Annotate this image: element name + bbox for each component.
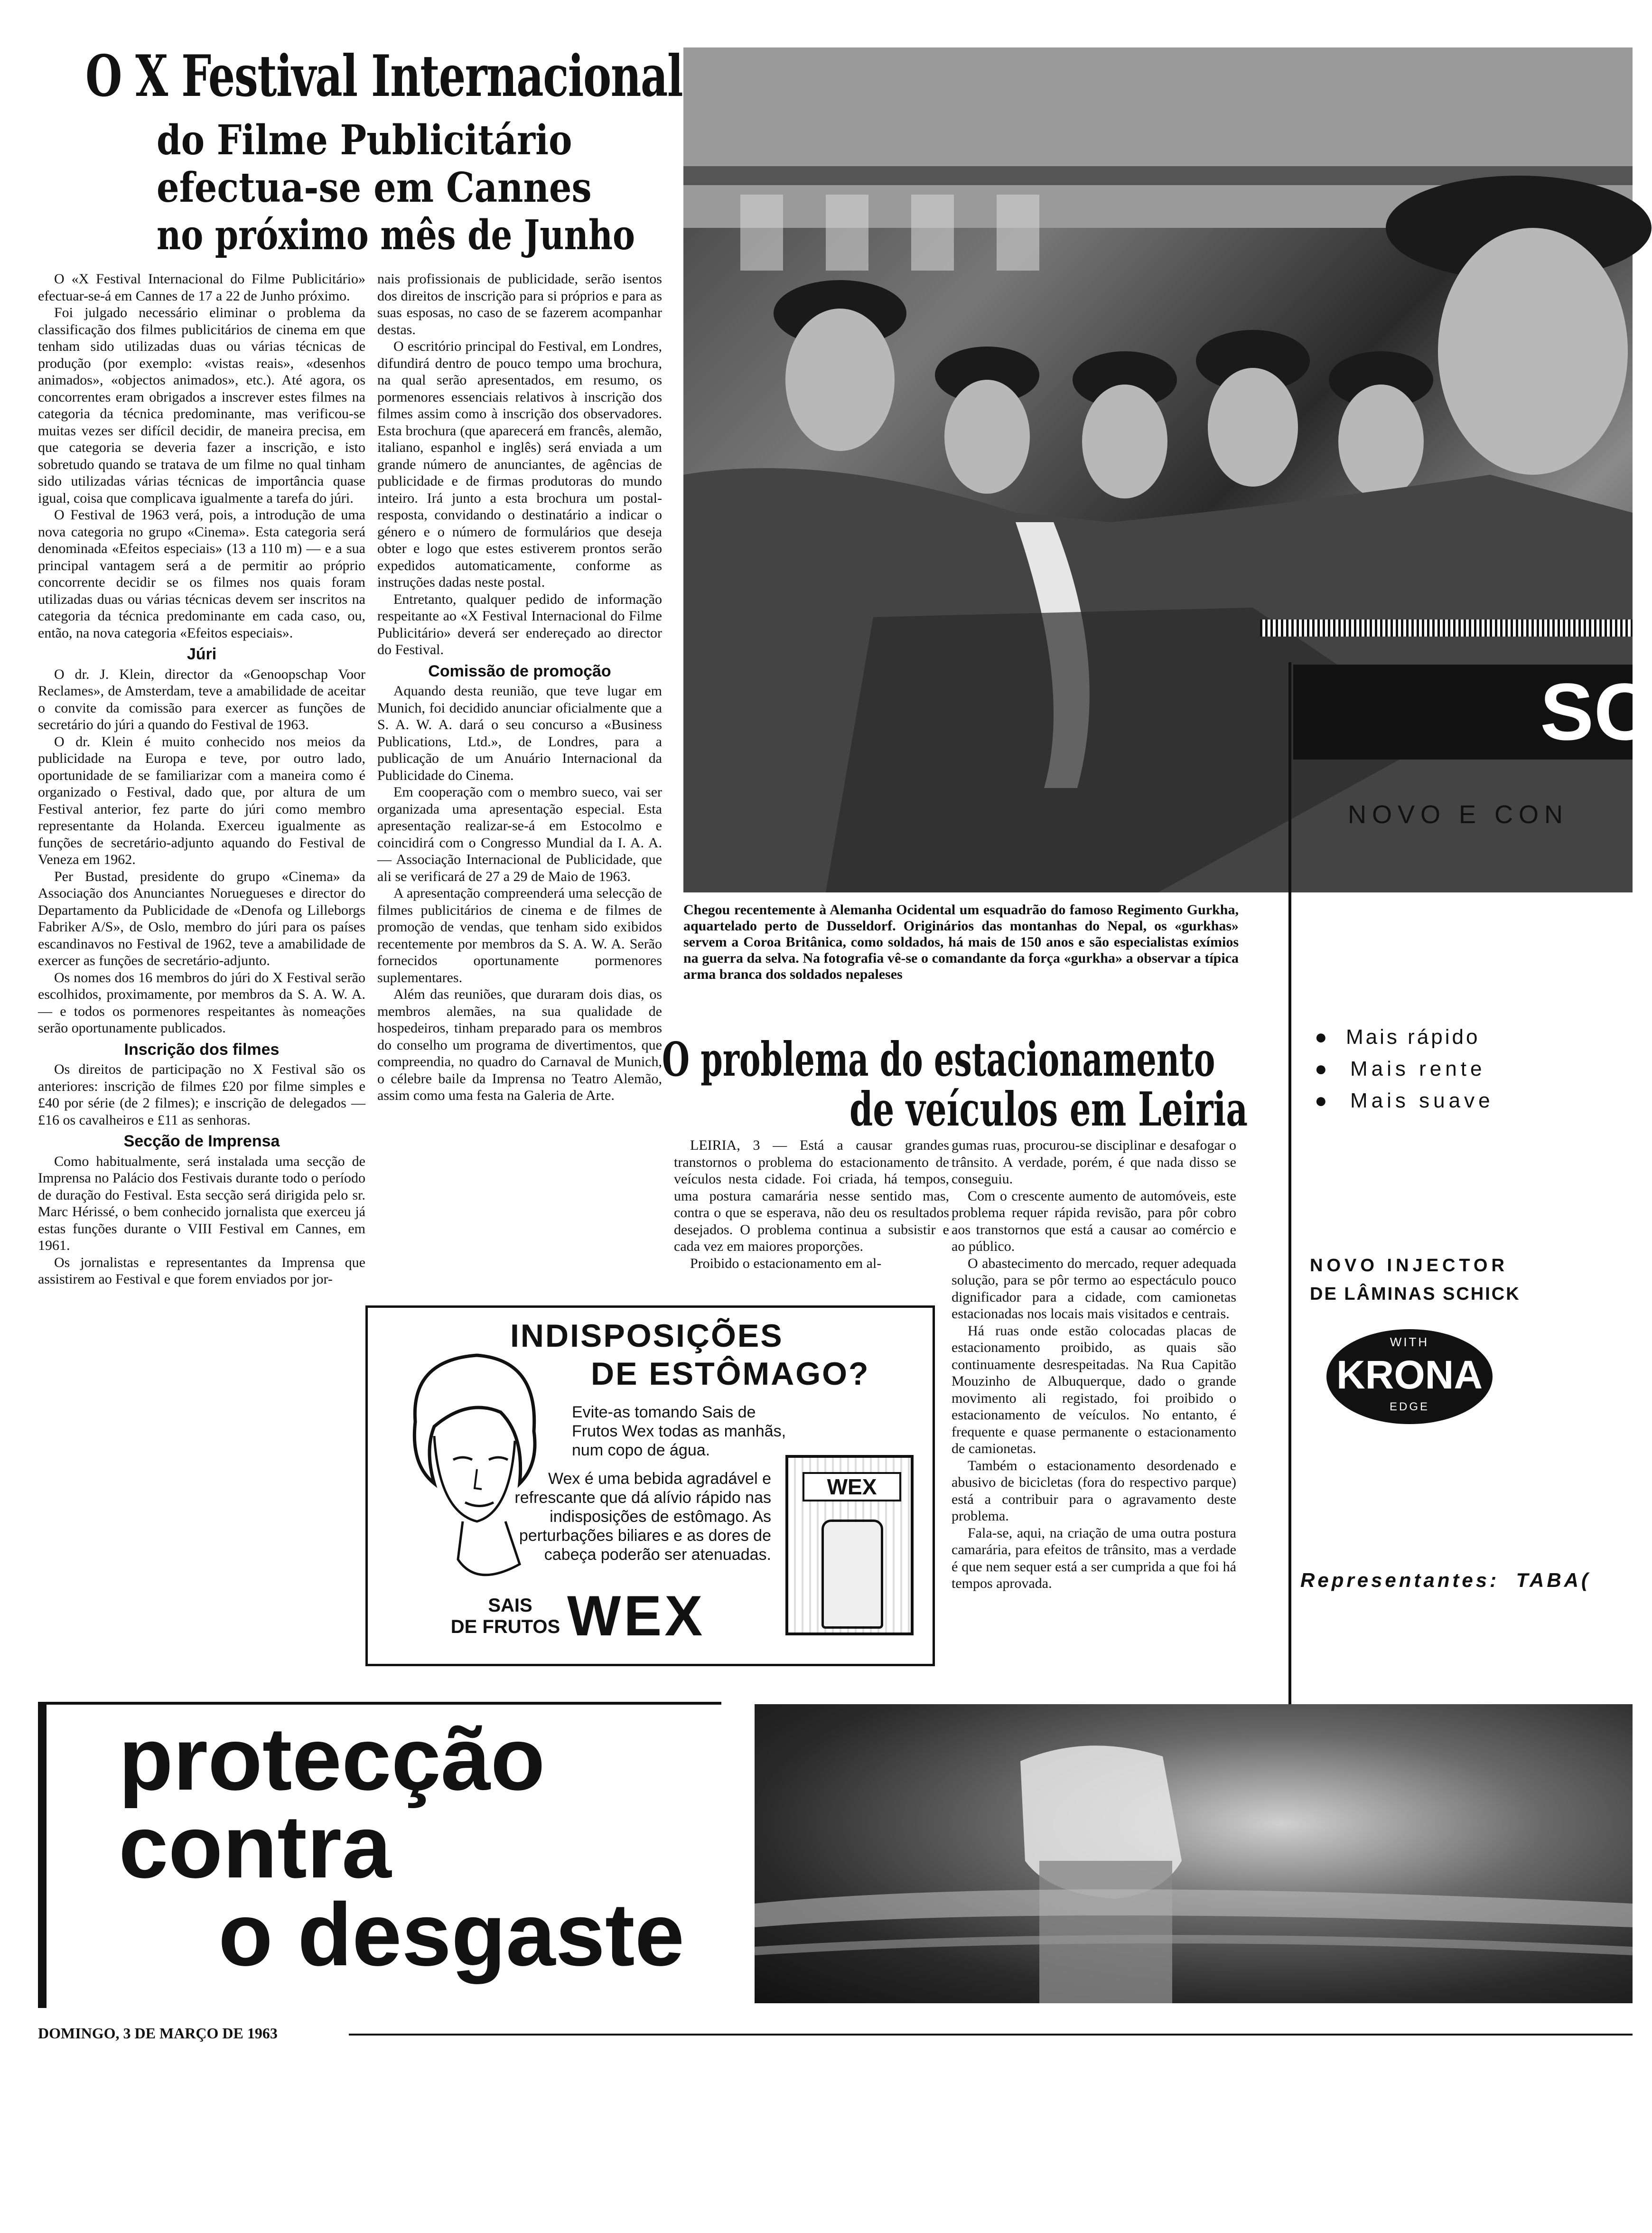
leiria-paragraph: Fala-se, aqui, na criação de uma outra postura camarária, para efeitos de trânsito, mas a verdade é que nem sequer está a ser cumprida a que foi há tempos aprovada.: [952, 1525, 1236, 1591]
festival-paragraph: Os nomes dos 16 membros do júri do X Festival serão escolhidos, proximamente, por membros da S. A. W. A. — e todos os pormenores respeitantes às nomeações serão oportunamente publicados.: [38, 969, 365, 1036]
festival-headline-4: no próximo mês de Junho: [157, 211, 635, 259]
schick-bullet-3: [1315, 1089, 1494, 1113]
leiria-paragraph: Com o crescente aumento de automóveis, este problema requer rápida revisão, para pôr cobro aos transtornos que está a causar ao comércio e ao público.: [952, 1188, 1236, 1254]
leiria-headline-2: de veículos em Leiria: [849, 1082, 1248, 1137]
bottom-ad-photo: [755, 1704, 1633, 2003]
gurkha-photo: [683, 47, 1633, 892]
schick-top-rule: [1260, 619, 1633, 637]
bottom-ad-line-1: protecção: [119, 1709, 545, 1809]
wex-title-1: INDISPOSIÇÕES: [510, 1318, 784, 1354]
bullet-dot-icon: ●: [1315, 1025, 1346, 1049]
leiria-column-2: [952, 1137, 1236, 1673]
festival-paragraph: O «X Festival Internacional do Filme Publicitário» efectuar-se-á em Cannes de 17 a 22 de Junho próximo.: [38, 271, 365, 304]
bottom-ad-top-rule: [38, 1702, 721, 1705]
wex-body-2: Wex é uma bebida agradável e refrescante que dá alívio rápido nas indisposições de estômago. As perturbações biliares e as dores de cabeça poderão ser atenuadas.: [514, 1470, 771, 1564]
schick-subtitle: NOVO E CON: [1348, 800, 1569, 829]
schick-bullet-label: Mais rente: [1350, 1057, 1486, 1080]
schick-brand-bar: [1293, 665, 1652, 760]
bottom-ad-left-rule: [38, 1704, 47, 2008]
festival-paragraph: Foi julgado necessário eliminar o problema da classificação dos filmes publicitários de cinema em que tenham sido utilizadas duas ou várias técnicas de produção (por exemplo: «vistas reais», «desenhos animados», «objectos animados», etc.). Até agora, os concorrentes eram obrigados a inscrever estes filmes na categoria da técnica predominante, mas verificou-se muitas vezes ser difícil decidir, de maneira precisa, em que categoria se deveria fazer a inscrição, e isto sobretudo quando se tratava de um filme no qual tinham sido utilizadas várias técnicas de importância quase igual, coisa que complicava igualmente a tarefa do júri.: [38, 305, 365, 506]
schick-injector-2: DE LÂMINAS SCHICK: [1310, 1284, 1521, 1304]
schick-left-rule: [1288, 662, 1291, 1707]
krona-with: WITH: [1390, 1335, 1429, 1349]
festival-paragraph: O dr. J. Klein, director da «Genoopschap Voor Reclames», de Amsterdam, teve a amabilidade de aceitar o convite da comissão para exercer as funções de secretário do júri a quando do Festival de 1963.: [38, 666, 365, 732]
festival-headline-1: O X Festival Internacional: [85, 43, 683, 110]
festival-column-2: [377, 271, 662, 1282]
wex-brand-logo: WEX: [567, 1584, 706, 1648]
wex-pack-label: WEX: [803, 1472, 901, 1501]
leiria-paragraph: Também o estacionamento desordenado e abusivo de bicicletas (fora do respectivo parque) está a contribuir para o agravamento deste problema.: [952, 1457, 1236, 1524]
representantes-label: Representantes:: [1300, 1569, 1500, 1591]
subhead-imprensa: Secção de Imprensa: [123, 1132, 280, 1150]
subhead-comissao: Comissão de promoção: [428, 662, 611, 680]
bottom-ad-line-3: o desgaste: [218, 1885, 685, 1984]
wex-advertisement: [365, 1305, 935, 1666]
schick-brand-text: SC: [1540, 667, 1652, 757]
footer-rule: [349, 2034, 1633, 2036]
leiria-paragraph: gumas ruas, procurou-se disciplinar e desafogar o trânsito. A verdade, porém, é que nada disso se conseguiu.: [952, 1137, 1236, 1187]
festival-paragraph: A apresentação compreenderá uma selecção de filmes publicitários de cinema e de filmes de promoção de vendas, que tenham sido exibidos recentemente por membros da S. A. W. A. Serão fornecidos oportunamente pormenores suplementares.: [377, 885, 662, 985]
schick-bullet-1: [1315, 1025, 1480, 1049]
festival-paragraph: O dr. Klein é muito conhecido nos meios da publicidade na Europa e teve, por outro lado, oportunidade de se familiarizar com a maneira como é organizado o Festival, dado que, por altura de um Festival anterior, fez parte do júri como membro representante da Holanda. Exerceu igualmente as funções de secretário-adjunto aquando do Festival de Veneza em 1962.: [38, 733, 365, 867]
schick-bullet-label: Mais rápido: [1346, 1025, 1480, 1049]
festival-column-1: [38, 271, 365, 1661]
subhead-juri: Júri: [187, 645, 217, 663]
gurkha-photo-illustration: [683, 47, 1633, 892]
festival-paragraph: Os jornalistas e representantes da Imprensa que assistirem ao Festival e que forem enviados por jor-: [38, 1254, 365, 1287]
schick-bullet-label: Mais suave: [1350, 1089, 1494, 1112]
leiria-paragraph: LEIRIA, 3 — Está a causar grandes transtornos o problema do estacionamento de veículos nesta cidade. Foi criada, há tempos, uma postura camarária nesse sentido mas, contra o que se esperava, não deu os resultados desejados. O problema continua a subsistir e cada vez em maiores proporções.: [674, 1137, 949, 1254]
schick-bullet-2: [1315, 1057, 1485, 1081]
festival-paragraph: O Festival de 1963 verá, pois, a introdução de uma nova categoria no grupo «Cinema». Esta categoria será denominada «Efeitos especiais» (13 a 110 m) — e a sua principal vantagem será a de permitir ao próprio concorrente decidir se os filmes nos quais foram utilizadas duas ou várias técnicas devem ser inscritos na categoria da técnica predominante em cada caso, ou, então, na nova categoria «Efeitos especiais».: [38, 507, 365, 641]
bullet-dot-icon: ●: [1315, 1057, 1351, 1080]
festival-paragraph: Além das reuniões, que duraram dois dias, os membros alemães, na sua qualidade de hospedeiros, tinham preparado para os membros do conselho um programa de divertimentos, que compreendia, no quadro do Carnaval de Munich, o célebre baile da Imprensa no Teatro Alemão, assim como uma festa na Galeria de Arte.: [377, 986, 662, 1103]
schick-injector-1: NOVO INJECTOR: [1310, 1256, 1508, 1276]
festival-paragraph: O escritório principal do Festival, em Londres, difundirá dentro de pouco tempo uma brochura, na qual serão apresentados, em resumo, os pormenores essenciais relativos à inscrição dos filmes assim como à inscrição dos observadores. Esta brochura (que aparecerá em francês, alemão, italiano, espanhol e inglês) será enviada a um grande número de anunciantes, de agências de publicidade e de firmas produtoras do mundo inteiro. Irá junto a esta brochura um postal-resposta, convidando o destinatário a indicar o género e o número de formulários que deseja obter e logo que estes estiverem prontos serão expedidos automaticamente, conforme as instruções dadas neste postal.: [377, 338, 662, 590]
wex-title-2: DE ESTÔMAGO?: [591, 1356, 870, 1392]
schick-representantes: [1300, 1569, 1591, 1592]
leiria-column-1: [674, 1137, 949, 1298]
wex-body-1: Evite-as tomando Sais de Frutos Wex todas as manhãs, num copo de água.: [572, 1403, 786, 1459]
festival-headline-3: efectua-se em Cannes: [157, 164, 592, 212]
subhead-inscricao: Inscrição dos filmes: [124, 1040, 280, 1059]
wex-sais-2: DE FRUTOS: [450, 1616, 560, 1637]
bullet-dot-icon: ●: [1315, 1089, 1351, 1112]
krona-brand: KRONA: [1336, 1352, 1483, 1397]
festival-paragraph: nais profissionais de publicidade, serão isentos dos direitos de inscrição para si próprios e para as suas esposas, no caso de se fazerem acompanhar destas.: [377, 271, 662, 338]
leiria-paragraph: O abastecimento do mercado, requer adequada solução, para se pôr termo ao espectáculo pouco dignificador para a cidade, com camionetas estacionadas nos locais mais visitados e centrais.: [952, 1255, 1236, 1322]
representantes-name: TABA(: [1516, 1569, 1591, 1591]
festival-paragraph: Em cooperação com o membro sueco, vai ser organizada uma apresentação especial. Esta apresentação realizar-se-á em Estocolmo e coincidirá com o Congresso Mundial da I. A. A. — Associação Internacional de Publicidade, que ali se verificará de 27 a 29 de Maio de 1963.: [377, 784, 662, 884]
festival-headline-2: do Filme Publicitário: [157, 116, 572, 164]
wex-bottle: [821, 1520, 883, 1629]
leiria-headline-1: O problema do estacionamento: [662, 1032, 1215, 1087]
worn-post-illustration: [755, 1704, 1633, 2003]
festival-paragraph: Per Bustad, presidente do grupo «Cinema» da Associação dos Anunciantes Noruegueses e director do Departamento da Publicidade de «Denofa og Lilleborgs Fabriker A/S», de Oslo, membro do júri para os países escandinavos no Festival de 1962, teve a amabilidade de exercer as funções de secretário-adjunto.: [38, 868, 365, 968]
footer-date-text: DOMINGO, 3 DE MARÇO DE 1963: [38, 2025, 278, 2042]
leiria-paragraph: Há ruas onde estão colocadas placas de estacionamento proibido, as quais são continuamente desrespeitadas. Na Rua Capitão Mouzinho de Albuquerque, dado o grande movimento ali registado, foi proibido o estacionamento de veículos. No entanto, é frequente e quase permanente o estacionamento de camionetas.: [952, 1323, 1236, 1456]
leiria-paragraph: Proibido o estacionamento em al-: [690, 1255, 882, 1271]
wex-sais-1: SAIS: [488, 1595, 532, 1616]
wex-product-pack: [785, 1455, 914, 1635]
krona-edge: EDGE: [1389, 1400, 1429, 1413]
photo-caption: Chegou recentemente à Alemanha Ocidental um esquadrão do famoso Regimento Gurkha, aquartelado perto de Dusseldorf. Originários das montanhas do Nepal, os «gurkhas» servem a Coroa Britânica, como soldados, há mais de 150 anos e são especialistas exímios na guerra da selva. Na fotografia vê-se o comandante da força «gurkha» a observar a típica arma branca dos soldados nepaleses: [683, 902, 1239, 982]
krona-badge: [1326, 1329, 1493, 1424]
festival-paragraph: Aquando desta reunião, que teve lugar em Munich, foi decidido anunciar oficialmente que a S. A. W. A. dará o seu concurso a «Business Publications, Ltd.», de Londres, para a publicação de um Anuário Internacional da Publicidade do Cinema.: [377, 683, 662, 783]
bottom-ad-line-2: contra: [119, 1797, 392, 1896]
festival-paragraph: Como habitualmente, será instalada uma secção de Imprensa no Palácio dos Festivais durante todo o período de duração do Festival. Esta secção será dirigida pelo sr. Marc Hérissé, o bem conhecido jornalista que exerceu já estas funções durante o VIII Festival em Cannes, em 1961.: [38, 1153, 365, 1253]
festival-paragraph: Entretanto, qualquer pedido de informação respeitante ao «X Festival Internacional do Filme Publicitário» deverá ser endereçado ao director do Festival.: [377, 591, 662, 657]
festival-paragraph: Os direitos de participação no X Festival são os anteriores: inscrição de filmes £20 por filme simples e £40 por série (de 2 filmes); e inscrição de delegados — £16 os cavalheiros e £11 as senhoras.: [38, 1061, 365, 1128]
